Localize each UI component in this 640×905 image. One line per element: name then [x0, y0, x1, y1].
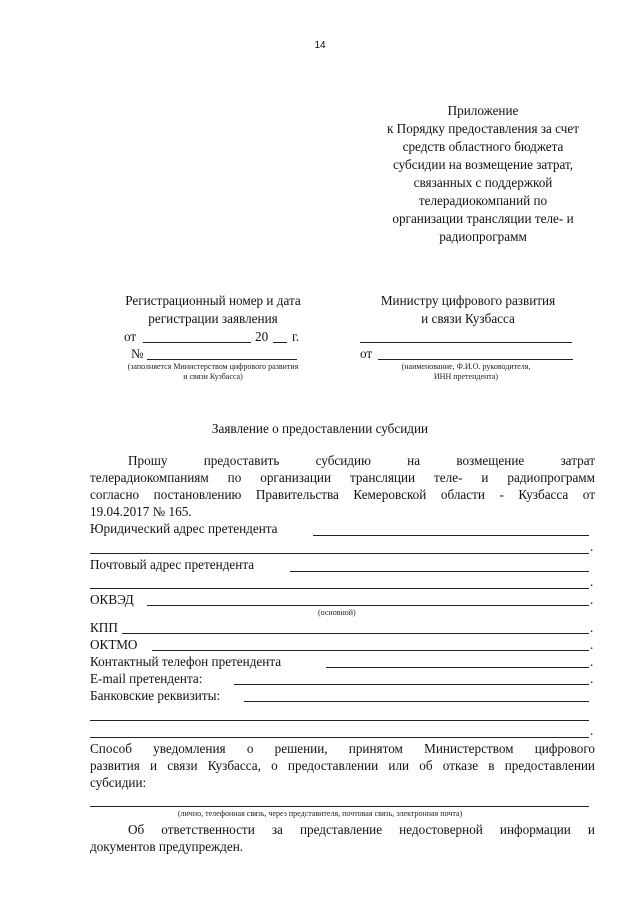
oktmo-period: .	[590, 637, 594, 652]
appendix-line: связанных с поддержкой	[413, 175, 553, 190]
registration-date-field[interactable]	[143, 342, 251, 343]
request-paragraph-line2: телерадиокомпаниям по организации трансляции теле- и радиопрограмм	[90, 470, 595, 485]
registration-year-field[interactable]	[273, 342, 287, 343]
email-field[interactable]	[234, 684, 589, 685]
registration-number-field[interactable]	[147, 359, 297, 360]
okved-label: ОКВЭД	[90, 592, 134, 607]
addressee-note-line2: ИНН претендента)	[433, 372, 499, 381]
appendix-line: радиопрограмм	[439, 229, 527, 244]
appendix-line: Приложение	[447, 103, 519, 118]
registration-note-line1: (заполняется Министерством цифрового развития	[127, 362, 299, 371]
bank-details-field-line2[interactable]	[90, 720, 589, 721]
legal-address-period: .	[590, 539, 594, 554]
request-paragraph-line1: Прошу предоставить субсидию на возмещение затрат	[128, 453, 595, 468]
notification-line1: Способ уведомления о решении, принятом Министерством цифрового	[90, 741, 595, 756]
page-number: 14	[314, 40, 326, 51]
bank-details-period: .	[590, 723, 594, 738]
bank-details-field-line3[interactable]	[90, 737, 589, 738]
phone-label: Контактный телефон претендента	[90, 654, 282, 669]
request-paragraph-line4: 19.04.2017 № 165.	[90, 504, 192, 519]
okved-note: (основной)	[318, 608, 356, 617]
phone-field[interactable]	[326, 667, 589, 668]
registration-number-sign: №	[131, 346, 144, 361]
legal-address-label: Юридический адрес претендента	[90, 521, 278, 536]
notification-line3: субсидии:	[90, 775, 147, 790]
email-label: E-mail претендента:	[90, 671, 203, 686]
registration-note-line2: и связи Кузбасса)	[183, 372, 243, 381]
addressee-note-line1: (наименование, Ф.И.О. руководителя,	[401, 362, 531, 371]
oktmo-field[interactable]	[152, 650, 589, 651]
addressee-line2: и связи Кузбасса	[421, 311, 515, 326]
responsibility-line2: документов предупрежден.	[90, 839, 244, 854]
registration-from-label: от	[124, 329, 137, 344]
addressee-field-line2[interactable]	[378, 359, 573, 360]
email-period: .	[590, 671, 594, 686]
phone-period: .	[590, 654, 594, 669]
legal-address-field[interactable]	[313, 535, 589, 536]
addressee-field-line1[interactable]	[360, 342, 572, 343]
kpp-field[interactable]	[122, 633, 589, 634]
registration-year-label: 20	[255, 329, 269, 344]
okved-field[interactable]	[147, 605, 589, 606]
registration-year-suffix: г.	[292, 329, 300, 344]
addressee-line1: Министру цифрового развития	[380, 293, 556, 308]
kpp-label: КПП	[90, 620, 118, 635]
appendix-line: к Порядку предоставления за счет	[386, 121, 580, 136]
request-paragraph-line3: согласно постановлению Правительства Кемеровской области - Кузбасса от	[90, 487, 595, 502]
postal-address-field-line2[interactable]	[90, 588, 589, 589]
notification-note: (лично, телефонная связь, через представителя, почтовая связь, электронная почта)	[177, 809, 463, 818]
addressee-from-label: от	[360, 346, 373, 361]
oktmo-label: ОКТМО	[90, 637, 138, 652]
appendix-line: средств областного бюджета	[402, 139, 564, 154]
responsibility-line1: Об ответственности за представление недостоверной информации и	[128, 822, 595, 837]
postal-address-period: .	[590, 574, 594, 589]
bank-details-field[interactable]	[244, 701, 589, 702]
notification-method-field[interactable]	[90, 806, 589, 807]
appendix-line: субсидии на возмещение затрат,	[392, 157, 574, 172]
appendix-header	[352, 102, 614, 246]
registration-title-line2: регистрации заявления	[148, 311, 278, 326]
appendix-line: телерадиокомпаний по	[418, 193, 548, 208]
postal-address-field[interactable]	[290, 571, 589, 572]
notification-line2: развития и связи Кузбасса, о предоставлении или об отказе в предоставлении	[90, 758, 595, 773]
postal-address-label: Почтовый адрес претендента	[90, 557, 255, 572]
kpp-period: .	[590, 620, 594, 635]
bank-details-label: Банковские реквизиты:	[90, 688, 221, 703]
legal-address-field-line2[interactable]	[90, 553, 589, 554]
okved-period: .	[590, 592, 594, 607]
registration-title-line1: Регистрационный номер и дата	[125, 293, 301, 308]
document-heading: Заявление о предоставлении субсидии	[211, 421, 429, 436]
appendix-line: организации трансляции теле- и	[392, 211, 574, 226]
